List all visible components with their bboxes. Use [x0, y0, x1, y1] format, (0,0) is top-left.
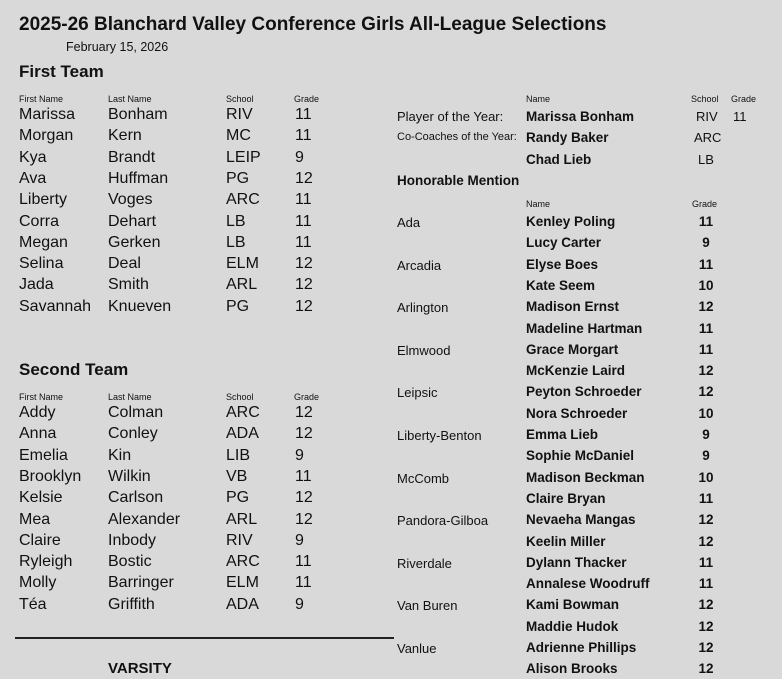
player-school: LEIP: [226, 149, 261, 166]
honorable-grade: 11: [698, 257, 714, 272]
honorable-school: Riverdale: [397, 556, 452, 571]
honorable-name: Lucy Carter: [526, 235, 602, 250]
honorable-grade: 12: [698, 363, 714, 378]
player-first-name: Addy: [19, 404, 56, 421]
honorable-grade: 11: [698, 321, 714, 336]
player-last-name: Conley: [108, 425, 158, 442]
honorable-grade: 10: [698, 470, 714, 485]
honorable-school: Liberty-Benton: [397, 428, 482, 443]
player-school: RIV: [226, 106, 253, 123]
player-last-name: Smith: [108, 276, 149, 293]
second-team-col-school: School: [226, 392, 254, 402]
honorable-name: Peyton Schroeder: [526, 384, 642, 399]
honorable-name: Emma Lieb: [526, 427, 599, 442]
player-first-name: Mea: [19, 511, 51, 528]
varsity-label: VARSITY: [108, 660, 172, 677]
honorable-grade: 11: [698, 576, 714, 591]
honorable-grade: 11: [698, 555, 714, 570]
player-first-name: Savannah: [19, 298, 92, 315]
player-grade: 11: [295, 574, 312, 591]
honorable-name: Alison Brooks: [526, 661, 618, 676]
honorable-school: Vanlue: [397, 641, 437, 656]
honorable-school: Leipsic: [397, 385, 438, 400]
honorable-school: Pandora-Gilboa: [397, 513, 489, 528]
player-of-year-grade: 11: [733, 109, 747, 124]
player-first-name: Liberty: [19, 191, 68, 208]
first-team-heading: First Team: [19, 62, 104, 81]
player-last-name: Kin: [108, 447, 132, 464]
player-last-name: Inbody: [108, 532, 157, 549]
player-last-name: Carlson: [108, 489, 164, 506]
honorable-grade: 12: [698, 534, 714, 549]
player-grade: 11: [295, 213, 312, 230]
player-school: ARC: [226, 191, 260, 208]
player-of-year-school: RIV: [696, 109, 718, 124]
player-grade: 12: [295, 425, 313, 442]
honorable-grade: 11: [698, 214, 714, 229]
honorable-name: Adrienne Phillips: [526, 640, 637, 655]
honorable-grade: 10: [698, 406, 714, 421]
page-date: February 15, 2026: [66, 40, 169, 54]
first-team-col-grade: Grade: [294, 94, 320, 104]
player-grade: 12: [295, 170, 313, 187]
player-school: ARL: [226, 276, 258, 293]
honorable-name: Nevaeha Mangas: [526, 512, 636, 527]
honorable-grade: 11: [698, 491, 714, 506]
player-last-name: Bostic: [108, 553, 152, 570]
honorable-name: Kenley Poling: [526, 214, 616, 229]
awards-col-school: School: [691, 94, 719, 104]
player-last-name: Huffman: [108, 170, 169, 187]
second-team-heading: Second Team: [19, 360, 129, 379]
player-first-name: Claire: [19, 532, 61, 549]
honorable-grade: 12: [698, 661, 714, 676]
section-divider: [15, 637, 394, 639]
honorable-school: Arcadia: [397, 258, 442, 273]
player-school: PG: [226, 170, 250, 187]
player-first-name: Ryleigh: [19, 553, 73, 570]
honorable-grade: 10: [698, 278, 714, 293]
player-grade: 11: [295, 127, 312, 144]
honorable-name: Grace Morgart: [526, 342, 619, 357]
honorable-school: Van Buren: [397, 598, 458, 613]
first-team-col-school: School: [226, 94, 254, 104]
player-school: ADA: [226, 425, 259, 442]
player-school: LB: [226, 213, 246, 230]
second-team-col-grade: Grade: [294, 392, 320, 402]
player-first-name: Anna: [19, 425, 57, 442]
player-school: ARC: [226, 553, 260, 570]
player-last-name: Gerken: [108, 234, 161, 251]
honorable-grade: 9: [702, 448, 710, 463]
coaches-of-year-label: Co-Coaches of the Year:: [397, 131, 517, 143]
honorable-name: Sophie McDaniel: [526, 448, 635, 463]
player-school: LB: [226, 234, 246, 251]
player-grade: 11: [295, 553, 312, 570]
coach-school: ARC: [694, 130, 722, 145]
honorable-name: McKenzie Laird: [526, 363, 626, 378]
honorable-school: Arlington: [397, 300, 449, 315]
honorable-name: Kami Bowman: [526, 597, 620, 612]
honorable-grade: 12: [698, 512, 714, 527]
player-grade: 9: [295, 447, 304, 464]
player-grade: 12: [295, 404, 313, 421]
player-last-name: Knueven: [108, 298, 172, 315]
coach-school: LB: [698, 152, 714, 167]
honorable-grade: 9: [702, 235, 710, 250]
player-school: PG: [226, 489, 250, 506]
first-team-col-last: Last Name: [108, 94, 152, 104]
player-grade: 9: [295, 532, 304, 549]
honorable-grade: 12: [698, 597, 714, 612]
player-school: ARL: [226, 511, 258, 528]
player-first-name: Kya: [19, 149, 47, 166]
honorable-col-name: Name: [526, 199, 551, 209]
player-first-name: Morgan: [19, 127, 74, 144]
honorable-mention-heading: Honorable Mention: [397, 173, 520, 188]
awards-col-name: Name: [526, 94, 551, 104]
honorable-grade: 12: [698, 640, 714, 655]
player-grade: 12: [295, 489, 313, 506]
player-first-name: Ava: [19, 170, 47, 187]
player-grade: 12: [295, 276, 313, 293]
player-school: ELM: [226, 255, 259, 272]
player-grade: 12: [295, 298, 313, 315]
player-school: MC: [226, 127, 251, 144]
player-last-name: Wilkin: [108, 468, 151, 485]
player-last-name: Kern: [108, 127, 142, 144]
first-team-col-first: First Name: [19, 94, 64, 104]
honorable-name: Nora Schroeder: [526, 406, 628, 421]
player-last-name: Colman: [108, 404, 164, 421]
player-grade: 12: [295, 255, 313, 272]
player-school: ELM: [226, 574, 259, 591]
player-grade: 11: [295, 106, 312, 123]
player-last-name: Bonham: [108, 106, 168, 123]
player-last-name: Barringer: [108, 574, 174, 591]
player-first-name: Marissa: [19, 106, 76, 123]
player-last-name: Deal: [108, 255, 141, 272]
player-last-name: Alexander: [108, 511, 181, 528]
page-title: 2025-26 Blanchard Valley Conference Girls All-League Selections: [19, 14, 607, 35]
player-grade: 11: [295, 468, 312, 485]
player-last-name: Dehart: [108, 213, 157, 230]
honorable-school: Ada: [397, 215, 421, 230]
player-first-name: Kelsie: [19, 489, 63, 506]
awards-col-grade: Grade: [731, 94, 757, 104]
honorable-grade: 12: [698, 299, 714, 314]
honorable-name: Annalese Woodruff: [526, 576, 650, 591]
player-last-name: Voges: [108, 191, 153, 208]
player-first-name: Megan: [19, 234, 68, 251]
player-school: PG: [226, 298, 250, 315]
player-grade: 12: [295, 511, 313, 528]
player-first-name: Molly: [19, 574, 57, 591]
player-of-year-label: Player of the Year:: [397, 109, 504, 124]
honorable-grade: 12: [698, 619, 714, 634]
honorable-grade: 11: [698, 342, 714, 357]
coach-name: Chad Lieb: [526, 152, 592, 167]
second-team-col-last: Last Name: [108, 392, 152, 402]
player-last-name: Brandt: [108, 149, 156, 166]
honorable-col-grade: Grade: [692, 199, 718, 209]
honorable-name: Madison Ernst: [526, 299, 620, 314]
honorable-name: Dylann Thacker: [526, 555, 627, 570]
honorable-grade: 9: [702, 427, 710, 442]
coach-name: Randy Baker: [526, 130, 609, 145]
honorable-name: Keelin Miller: [526, 534, 606, 549]
honorable-grade: 12: [698, 384, 714, 399]
honorable-name: Maddie Hudok: [526, 619, 619, 634]
honorable-name: Kate Seem: [526, 278, 596, 293]
player-first-name: Emelia: [19, 447, 68, 464]
player-first-name: Brooklyn: [19, 468, 82, 485]
player-first-name: Téa: [19, 596, 47, 613]
player-last-name: Griffith: [108, 596, 155, 613]
player-grade: 9: [295, 596, 304, 613]
honorable-name: Madison Beckman: [526, 470, 645, 485]
honorable-school: McComb: [397, 471, 450, 486]
player-grade: 9: [295, 149, 304, 166]
honorable-school: Elmwood: [397, 343, 451, 358]
player-school: VB: [226, 468, 248, 485]
player-of-year-name: Marissa Bonham: [526, 109, 635, 124]
honorable-name: Claire Bryan: [526, 491, 606, 506]
player-school: LIB: [226, 447, 251, 464]
honorable-name: Elyse Boes: [526, 257, 599, 272]
player-first-name: Jada: [19, 276, 54, 293]
honorable-name: Madeline Hartman: [526, 321, 643, 336]
player-first-name: Corra: [19, 213, 60, 230]
player-first-name: Selina: [19, 255, 64, 272]
player-grade: 11: [295, 234, 312, 251]
player-school: RIV: [226, 532, 253, 549]
player-grade: 11: [295, 191, 312, 208]
player-school: ADA: [226, 596, 259, 613]
player-school: ARC: [226, 404, 260, 421]
second-team-col-first: First Name: [19, 392, 64, 402]
